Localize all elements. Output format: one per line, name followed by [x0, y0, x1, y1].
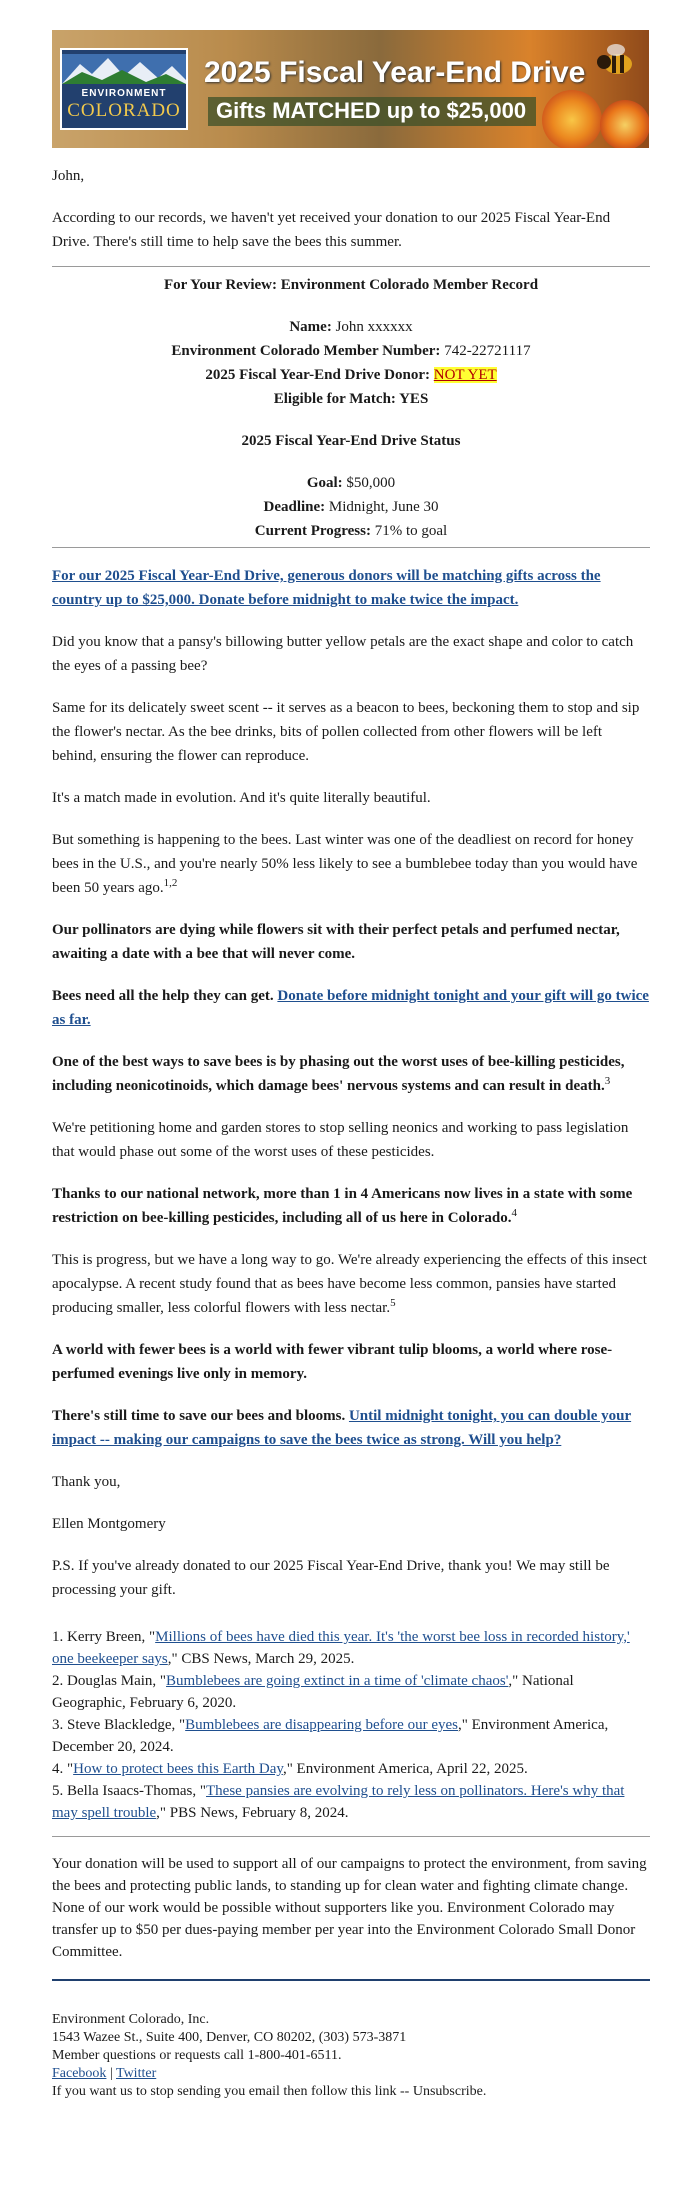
body-paragraph-1: Did you know that a pansy's billowing butter yellow petals are the exact shape and color to catch the eyes of a passing bee? — [52, 634, 634, 674]
body-paragraph-11 — [52, 1338, 650, 1386]
banner-title: 2025 Fiscal Year-End Drive — [204, 56, 586, 89]
reference-suffix: ," CBS News, March 29, 2025. — [167, 1651, 355, 1667]
greeting: John, — [52, 168, 85, 184]
deadline-value: Midnight, June 30 — [325, 499, 439, 515]
banner-subtitle: Gifts MATCHED up to $25,000 — [208, 97, 536, 126]
body-paragraph-5 — [52, 918, 650, 966]
body-paragraph-6-text: Bees need all the help they can get. — [52, 988, 278, 1004]
mountain-icon — [62, 54, 186, 84]
record-name — [52, 315, 650, 339]
footer-social — [52, 2065, 650, 2083]
logo-text-environment: ENVIRONMENT — [81, 88, 167, 99]
goal-label: Goal: — [306, 475, 343, 491]
reference-item — [52, 1714, 650, 1758]
reference-link[interactable]: Bumblebees are going extinct in a time of 'climate chaos' — [166, 1673, 509, 1689]
social-separator: | — [106, 2066, 116, 2081]
body-paragraph-8: We're petitioning home and garden stores to stop selling neonics and working to pass legislation that would phase out some of the worst uses of these pesticides. — [52, 1120, 629, 1160]
status-goal — [52, 471, 650, 495]
postscript: P.S. If you've already donated to our 2025 Fiscal Year-End Drive, thank you! We may still be processing your gift. — [52, 1558, 610, 1598]
reference-suffix: ," Environment America, April 22, 2025. — [282, 1761, 528, 1777]
donate-link[interactable]: Donate before midnight tonight and your gift will go twice as far. — [52, 988, 649, 1028]
body-paragraph-12-text: There's still time to save our bees and blooms. — [52, 1408, 349, 1424]
reference-prefix: 1. Kerry Breen, " — [52, 1629, 156, 1645]
footnote-ref: 3 — [604, 1075, 611, 1087]
body-paragraph-3: It's a match made in evolution. And it's quite literally beautiful. — [52, 790, 431, 806]
reference-item — [52, 1626, 650, 1670]
goal-value: $50,000 — [342, 475, 396, 491]
body-paragraph-9 — [52, 1182, 650, 1230]
body-paragraph-6 — [52, 984, 650, 1032]
signature: Ellen Montgomery — [52, 1516, 166, 1532]
member-number-value: 742-22721117 — [440, 343, 531, 359]
divider — [52, 1836, 650, 1837]
footer-address: 1543 Wazee St., Suite 400, Denver, CO 80202, (303) 573-3871 — [52, 2030, 407, 2045]
reference-prefix: 5. Bella Isaacs-Thomas, " — [52, 1783, 206, 1799]
twitter-link[interactable]: Twitter — [116, 2066, 157, 2081]
disclaimer: Your donation will be used to support all of our campaigns to protect the environment, from saving the bees and protecting public lands, to standing up for clean water and fighting climate change. None of our work would be possible without supporters like you. Environment Colorado may transfer up to $50 per dues-paying member per year into the Environment Colorado Small Donor Committee. — [52, 1856, 647, 1960]
footnote-ref: 5 — [390, 1297, 396, 1309]
facebook-link[interactable]: Facebook — [52, 2066, 107, 2081]
flower-image — [600, 100, 649, 148]
eligible-text: Eligible for Match: YES — [273, 391, 429, 407]
donor-status-badge: NOT YET — [433, 367, 497, 383]
record-member-number — [52, 339, 650, 363]
reference-item — [52, 1780, 650, 1824]
record-eligible — [52, 387, 650, 411]
progress-label: Current Progress: — [254, 523, 371, 539]
member-number-label: Environment Colorado Member Number: — [171, 343, 441, 359]
bee-icon — [592, 38, 638, 84]
body-paragraph-4-text: But something is happening to the bees. Last winter was one of the deadliest on record for honey bees in the U.S., and you're nearly 50% less likely to see a bumblebee today than you would have been 50 years ago. — [52, 832, 638, 896]
double-impact-link[interactable]: Until midnight tonight, you can double your impact -- making our campaigns to save the bees twice as strong. Will you help? — [52, 1408, 632, 1448]
flower-image — [542, 90, 602, 148]
reference-link[interactable]: Millions of bees have died this year. It's 'the worst bee loss in recorded history,' one beekeeper says — [52, 1629, 630, 1667]
references-list — [52, 1626, 650, 1824]
reference-link[interactable]: How to protect bees this Earth Day — [73, 1761, 283, 1777]
reference-prefix: 3. Steve Blackledge, " — [52, 1717, 186, 1733]
reference-prefix: 4. " — [52, 1761, 74, 1777]
body-paragraph-12 — [52, 1404, 650, 1452]
reference-suffix: ," PBS News, February 8, 2024. — [156, 1805, 349, 1821]
body-paragraph-5-text: Our pollinators are dying while flowers sit with their perfect petals and perfumed nectar, awaiting a date with a bee that will never come. — [52, 922, 620, 962]
divider — [52, 266, 650, 267]
body-paragraph-2: Same for its delicately sweet scent -- it serves as a beacon to bees, beckoning them to stop and sip the flower's nectar. As the bee drinks, bits of pollen collected from other flowers will be left behind, ensuring the flower can reproduce. — [52, 700, 640, 764]
record-donor-status — [52, 363, 650, 387]
reference-link[interactable]: Bumblebees are disappearing before our eyes — [185, 1717, 458, 1733]
reference-suffix: ," National Geographic, February 6, 2020. — [52, 1673, 574, 1711]
body-paragraph-9-text: Thanks to our national network, more than 1 in 4 Americans now lives in a state with some restriction on bee-killing pesticides, including all of us here in Colorado. — [52, 1186, 633, 1226]
logo-text-colorado: COLORADO — [67, 100, 181, 121]
body-paragraph-10 — [52, 1248, 650, 1320]
environment-colorado-logo — [60, 48, 188, 130]
record-heading — [52, 273, 650, 297]
sign-off: Thank you, — [52, 1474, 121, 1490]
status-heading — [52, 429, 650, 453]
name-label: Name: — [289, 319, 332, 335]
body-paragraph-11-text: A world with fewer bees is a world with fewer vibrant tulip blooms, a world where rose-perfumed evenings live only in memory. — [52, 1342, 613, 1382]
footer-questions: Member questions or requests call 1-800-401-6511. — [52, 2048, 342, 2063]
body-paragraph-7 — [52, 1050, 650, 1098]
footer-unsubscribe[interactable]: If you want us to stop sending you email then follow this link -- Unsubscribe. — [52, 2084, 487, 2099]
match-donate-link[interactable]: For our 2025 Fiscal Year-End Drive, generous donors will be matching gifts across the country up to $25,000. Donate before midnight to make twice the impact. — [52, 568, 601, 608]
record-heading-text: For Your Review: Environment Colorado Member Record — [163, 277, 539, 293]
donor-status-label: 2025 Fiscal Year-End Drive Donor: — [205, 367, 431, 383]
reference-prefix: 2. Douglas Main, " — [52, 1673, 167, 1689]
body-paragraph-10-text: This is progress, but we have a long way to go. We're already experiencing the effects of this insect apocalypse. A recent study found that as bees have become less common, pansies have started producing smaller, less colorful flowers with less nectar. — [52, 1252, 647, 1316]
footnote-ref: 1,2 — [163, 877, 178, 889]
reference-suffix: ," Environment America, December 20, 2024. — [52, 1717, 609, 1755]
status-progress — [52, 519, 650, 543]
email-body — [52, 0, 650, 2101]
footer — [52, 2011, 650, 2101]
footer-divider — [52, 1979, 650, 1981]
deadline-label: Deadline: — [263, 499, 326, 515]
match-paragraph — [52, 564, 650, 612]
status-deadline — [52, 495, 650, 519]
intro-paragraph: According to our records, we haven't yet received your donation to our 2025 Fiscal Year-End Drive. There's still time to help save the bees this summer. — [52, 210, 611, 250]
body-paragraph-4 — [52, 828, 650, 900]
reference-item — [52, 1670, 650, 1714]
footnote-ref: 4 — [511, 1207, 517, 1219]
name-value: John xxxxxx — [331, 319, 413, 335]
footer-org: Environment Colorado, Inc. — [52, 2012, 210, 2027]
progress-value: 71% to goal — [370, 523, 448, 539]
status-heading-text: 2025 Fiscal Year-End Drive Status — [241, 433, 461, 449]
reference-link[interactable]: These pansies are evolving to rely less on pollinators. Here's why that may spell trouble — [52, 1783, 625, 1821]
divider — [52, 547, 650, 548]
member-record — [52, 273, 650, 543]
reference-item — [52, 1758, 650, 1780]
body-paragraph-7-text: One of the best ways to save bees is by phasing out the worst uses of bee-killing pesticides, including neonicotinoids, which damage bees' nervous systems and can result in death. — [52, 1054, 625, 1094]
campaign-banner[interactable] — [52, 30, 649, 148]
